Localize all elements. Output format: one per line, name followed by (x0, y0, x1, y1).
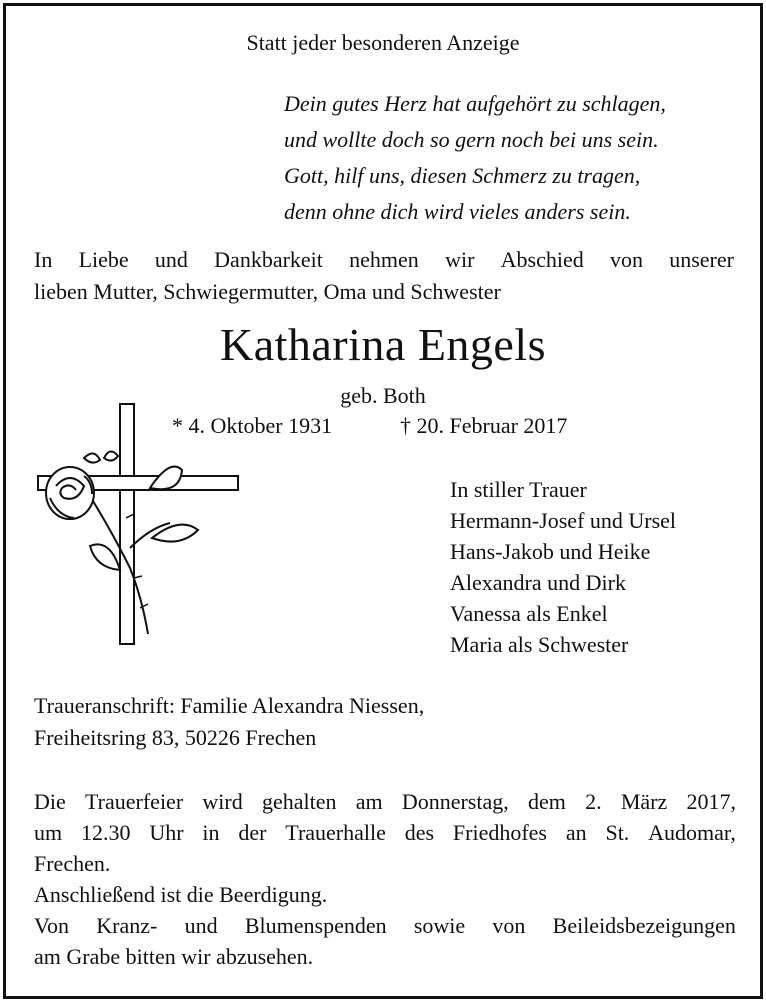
word: Kranz- (96, 913, 158, 938)
word: Die (34, 789, 66, 814)
birth-date: * 4. Oktober 1931 (172, 413, 333, 438)
word: wird (202, 789, 243, 814)
word: unserer (669, 247, 734, 272)
word: März (620, 789, 668, 814)
service-line-5 (34, 910, 736, 941)
service-line-3: Frechen. (34, 851, 111, 876)
mourner-line: Hermann-Josef und Ursel (450, 508, 677, 533)
word: Beileidsbezeigungen (552, 913, 736, 938)
word: und (184, 913, 218, 938)
word: Abschied (500, 247, 584, 272)
intro-line-1 (34, 244, 734, 276)
service-line-6: am Grabe bitten wir abzusehen. (34, 944, 314, 969)
intro-text (34, 244, 734, 308)
word: um (34, 820, 63, 845)
address-line: Freiheitsring 83, 50226 Frechen (34, 725, 317, 750)
poem-line: Dein gutes Herz hat aufgehört zu schlagen, (284, 91, 666, 116)
word: und (154, 247, 188, 272)
death-date: † 20. Februar 2017 (400, 413, 568, 438)
mourner-line: In stiller Trauer (450, 477, 587, 502)
deceased-name: Katharina Engels (219, 319, 547, 370)
service-line-2 (34, 817, 736, 848)
word: Trauerhalle (285, 820, 386, 845)
word: St. (605, 820, 630, 845)
word: Uhr (149, 820, 184, 845)
mourner-line: Vanessa als Enkel (450, 601, 608, 626)
word: an (565, 820, 587, 845)
word: in (202, 820, 220, 845)
word: Von (34, 913, 70, 938)
address-line: Traueranschrift: Familie Alexandra Niessen, (34, 693, 425, 718)
word: Donnerstag, (401, 789, 509, 814)
word: 2017, (686, 789, 736, 814)
mourner-line: Maria als Schwester (450, 632, 629, 657)
poem-line: denn ohne dich wird vieles anders sein. (284, 199, 631, 224)
service-line-4: Anschließend ist die Beerdigung. (34, 882, 328, 907)
word: der (238, 820, 267, 845)
word: 12.30 (80, 820, 131, 845)
mourning-address (34, 690, 424, 754)
word: Liebe (78, 247, 129, 272)
cross-with-rose-icon (30, 398, 240, 648)
poem-line: und wollte doch so gern noch bei uns sein. (284, 127, 659, 152)
word: des (404, 820, 435, 845)
word: In (34, 247, 53, 272)
word: Friedhofes (452, 820, 547, 845)
service-line-1 (34, 786, 736, 817)
birth-name: geb. Both (340, 383, 426, 408)
word: sowie (413, 913, 466, 938)
word: dem (527, 789, 566, 814)
word: Audomar, (648, 820, 736, 845)
word: Trauerfeier (85, 789, 184, 814)
word: 2. (585, 789, 602, 814)
mourner-line: Alexandra und Dirk (450, 570, 626, 595)
notice-header: Statt jeder besonderen Anzeige (246, 30, 520, 55)
funeral-service-text (34, 786, 736, 972)
word: nehmen (349, 247, 419, 272)
word: wir (445, 247, 475, 272)
word: Blumenspenden (244, 913, 387, 938)
word: gehalten (261, 789, 337, 814)
word: von (609, 247, 643, 272)
poem-line: Gott, hilf uns, diesen Schmerz zu tragen, (284, 163, 641, 188)
word: von (492, 913, 526, 938)
word: am (355, 789, 383, 814)
word: Dankbarkeit (214, 247, 323, 272)
intro-line-2: lieben Mutter, Schwiegermutter, Oma und Schwester (34, 279, 501, 304)
mourner-line: Hans-Jakob und Heike (450, 539, 651, 564)
poem (284, 86, 666, 230)
mourners-list (450, 474, 676, 660)
